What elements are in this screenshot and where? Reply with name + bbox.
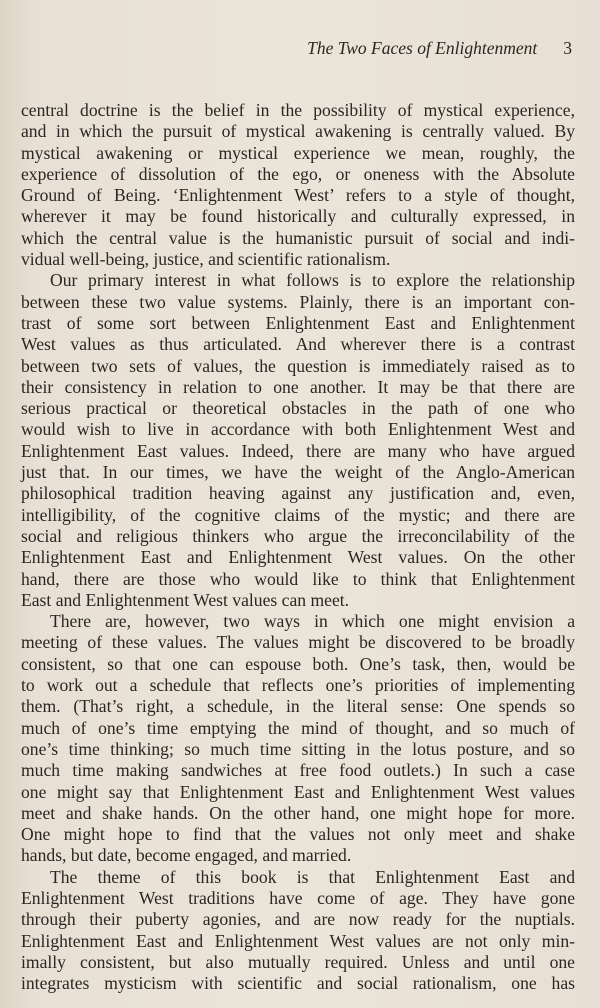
text-line: one might say that Enlightenment East and Enlightenment West values	[21, 781, 575, 802]
text-line: would wish to live in accordance with both Enlightenment West and	[21, 419, 575, 440]
paragraph	[21, 100, 575, 270]
text-line: experience of dissolution of the ego, or oneness with the Absolute	[21, 163, 575, 184]
text-line: and in which the pursuit of mystical awakening is centrally valued. By	[21, 121, 575, 142]
text-line: West values as thus articulated. And wherever there is a contrast	[21, 334, 575, 355]
text-line: central doctrine is the belief in the possibility of mystical experience,	[21, 100, 575, 120]
paragraph	[21, 270, 575, 611]
text-line: Ground of Being. ‘Enlightenment West’ refers to a style of thought,	[21, 185, 575, 206]
text-line: Our primary interest in what follows is to explore the relationship	[50, 270, 575, 291]
text-line: East and Enlightenment West values can meet.	[21, 589, 350, 610]
running-head	[307, 38, 572, 59]
text-line: wherever it may be found historically and culturally expressed, in	[21, 206, 575, 227]
text-line: intelligibility, of the cognitive claims of the mystic; and there are	[21, 504, 575, 525]
text-line: imally consistent, but also mutually required. Unless and until one	[21, 951, 575, 972]
text-line: between these two value systems. Plainly, there is an important con-	[21, 291, 575, 312]
text-line: their consistency in relation to one another. It may be that there are	[21, 376, 575, 397]
text-line: There are, however, two ways in which one might envision a	[50, 611, 575, 632]
text-line: trast of some sort between Enlightenment East and Enlightenment	[21, 312, 575, 333]
paragraph	[21, 867, 575, 995]
text-line: mystical awakening or mystical experience we mean, roughly, the	[21, 142, 575, 163]
text-line: Enlightenment East values. Indeed, there are many who have argued	[21, 440, 575, 461]
running-head-title: The Two Faces of Enlightenment	[307, 38, 538, 58]
text-line: between two sets of values, the question is immediately raised as to	[21, 355, 575, 376]
text-line: Enlightenment East and Enlightenment West values. On the other	[21, 547, 575, 568]
text-line: hands, but date, become engaged, and married.	[21, 845, 352, 866]
page-number: 3	[563, 38, 572, 58]
text-line: which the central value is the humanistic pursuit of social and indi-	[21, 227, 575, 248]
text-line: to work out a schedule that reflects one’s priorities of implementing	[21, 675, 575, 696]
text-line: Enlightenment East and Enlightenment West values are not only min-	[21, 930, 575, 951]
text-line: meeting of these values. The values might be discovered to be broadly	[21, 632, 575, 653]
text-line: social and religious thinkers who argue the irreconcilability of the	[21, 525, 575, 546]
text-line: them. (That’s right, a schedule, in the literal sense: One spends so	[21, 696, 575, 717]
text-line: consistent, so that one can espouse both. One’s task, then, would be	[21, 653, 575, 674]
text-line: philosophical tradition heaving against any justification and, even,	[21, 483, 575, 504]
text-line: The theme of this book is that Enlightenment East and	[50, 866, 575, 887]
text-line: One might hope to find that the values not only meet and shake	[21, 824, 575, 845]
text-line: hand, there are those who would like to think that Enlightenment	[21, 568, 575, 589]
paragraph	[21, 611, 575, 867]
text-line: serious practical or theoretical obstacles in the path of one who	[21, 398, 575, 419]
text-line: much of one’s time emptying the mind of thought, and so much of	[21, 717, 575, 738]
text-line: one’s time thinking; so much time sitting in the lotus posture, and so	[21, 738, 575, 759]
text-line: Enlightenment West traditions have come of age. They have gone	[21, 887, 575, 908]
text-line: vidual well-being, justice, and scientific rationalism.	[21, 249, 391, 270]
body-text	[21, 100, 575, 994]
text-line: meet and shake hands. On the other hand, one might hope for more.	[21, 802, 575, 823]
text-line: integrates mysticism with scientific and social rationalism, one has	[21, 973, 575, 994]
text-line: just that. In our times, we have the weight of the Anglo-American	[21, 462, 575, 483]
text-line: much time making sandwiches at free food outlets.) In such a case	[21, 760, 575, 781]
text-line: through their puberty agonies, and are now ready for the nuptials.	[21, 909, 575, 930]
